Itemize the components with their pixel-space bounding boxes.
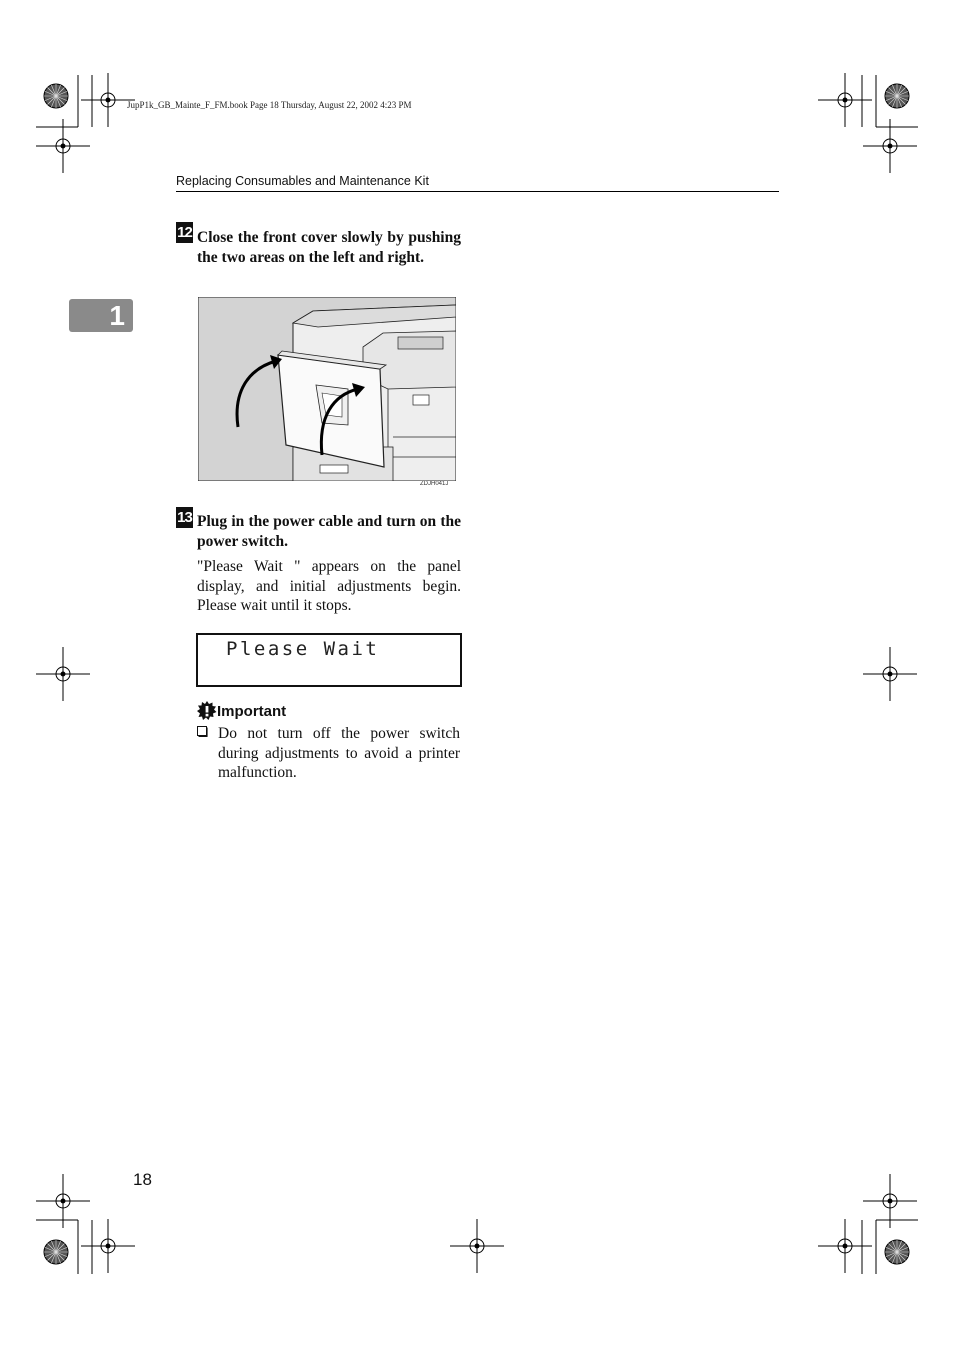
figure-code: ZDJH041J	[420, 481, 449, 487]
step-number: 13	[177, 509, 192, 526]
panel-display-text: Please Wait	[226, 638, 380, 660]
important-heading	[197, 701, 286, 721]
important-icon	[197, 701, 217, 721]
print-slug: JupP1k_GB_Mainte_F_FM.book Page 18 Thursday, August 22, 2002 4:23 PM	[127, 100, 412, 110]
printer-front-cover-illustration	[198, 297, 456, 481]
step-body: "Please Wait " appears on the panel display, and initial adjustments begin. Please wait until it stops.	[197, 558, 461, 614]
header-rule	[176, 191, 779, 192]
panel-display	[196, 633, 462, 687]
step-number: 12	[177, 224, 192, 241]
step-title: Plug in the power cable and turn on the power switch.	[197, 513, 461, 550]
page-number: 18	[133, 1170, 152, 1189]
chapter-tab	[69, 299, 133, 332]
step-title: Close the front cover slowly by pushing the two areas on the left and right.	[197, 229, 461, 266]
important-item: Do not turn off the power switch during adjustments to avoid a printer malfunction.	[218, 725, 460, 781]
running-head: Replacing Consumables and Maintenance Kit	[176, 174, 429, 188]
important-label: Important	[217, 702, 287, 720]
chapter-number: 1	[109, 300, 125, 331]
checkbox-bullet-icon	[197, 726, 208, 737]
